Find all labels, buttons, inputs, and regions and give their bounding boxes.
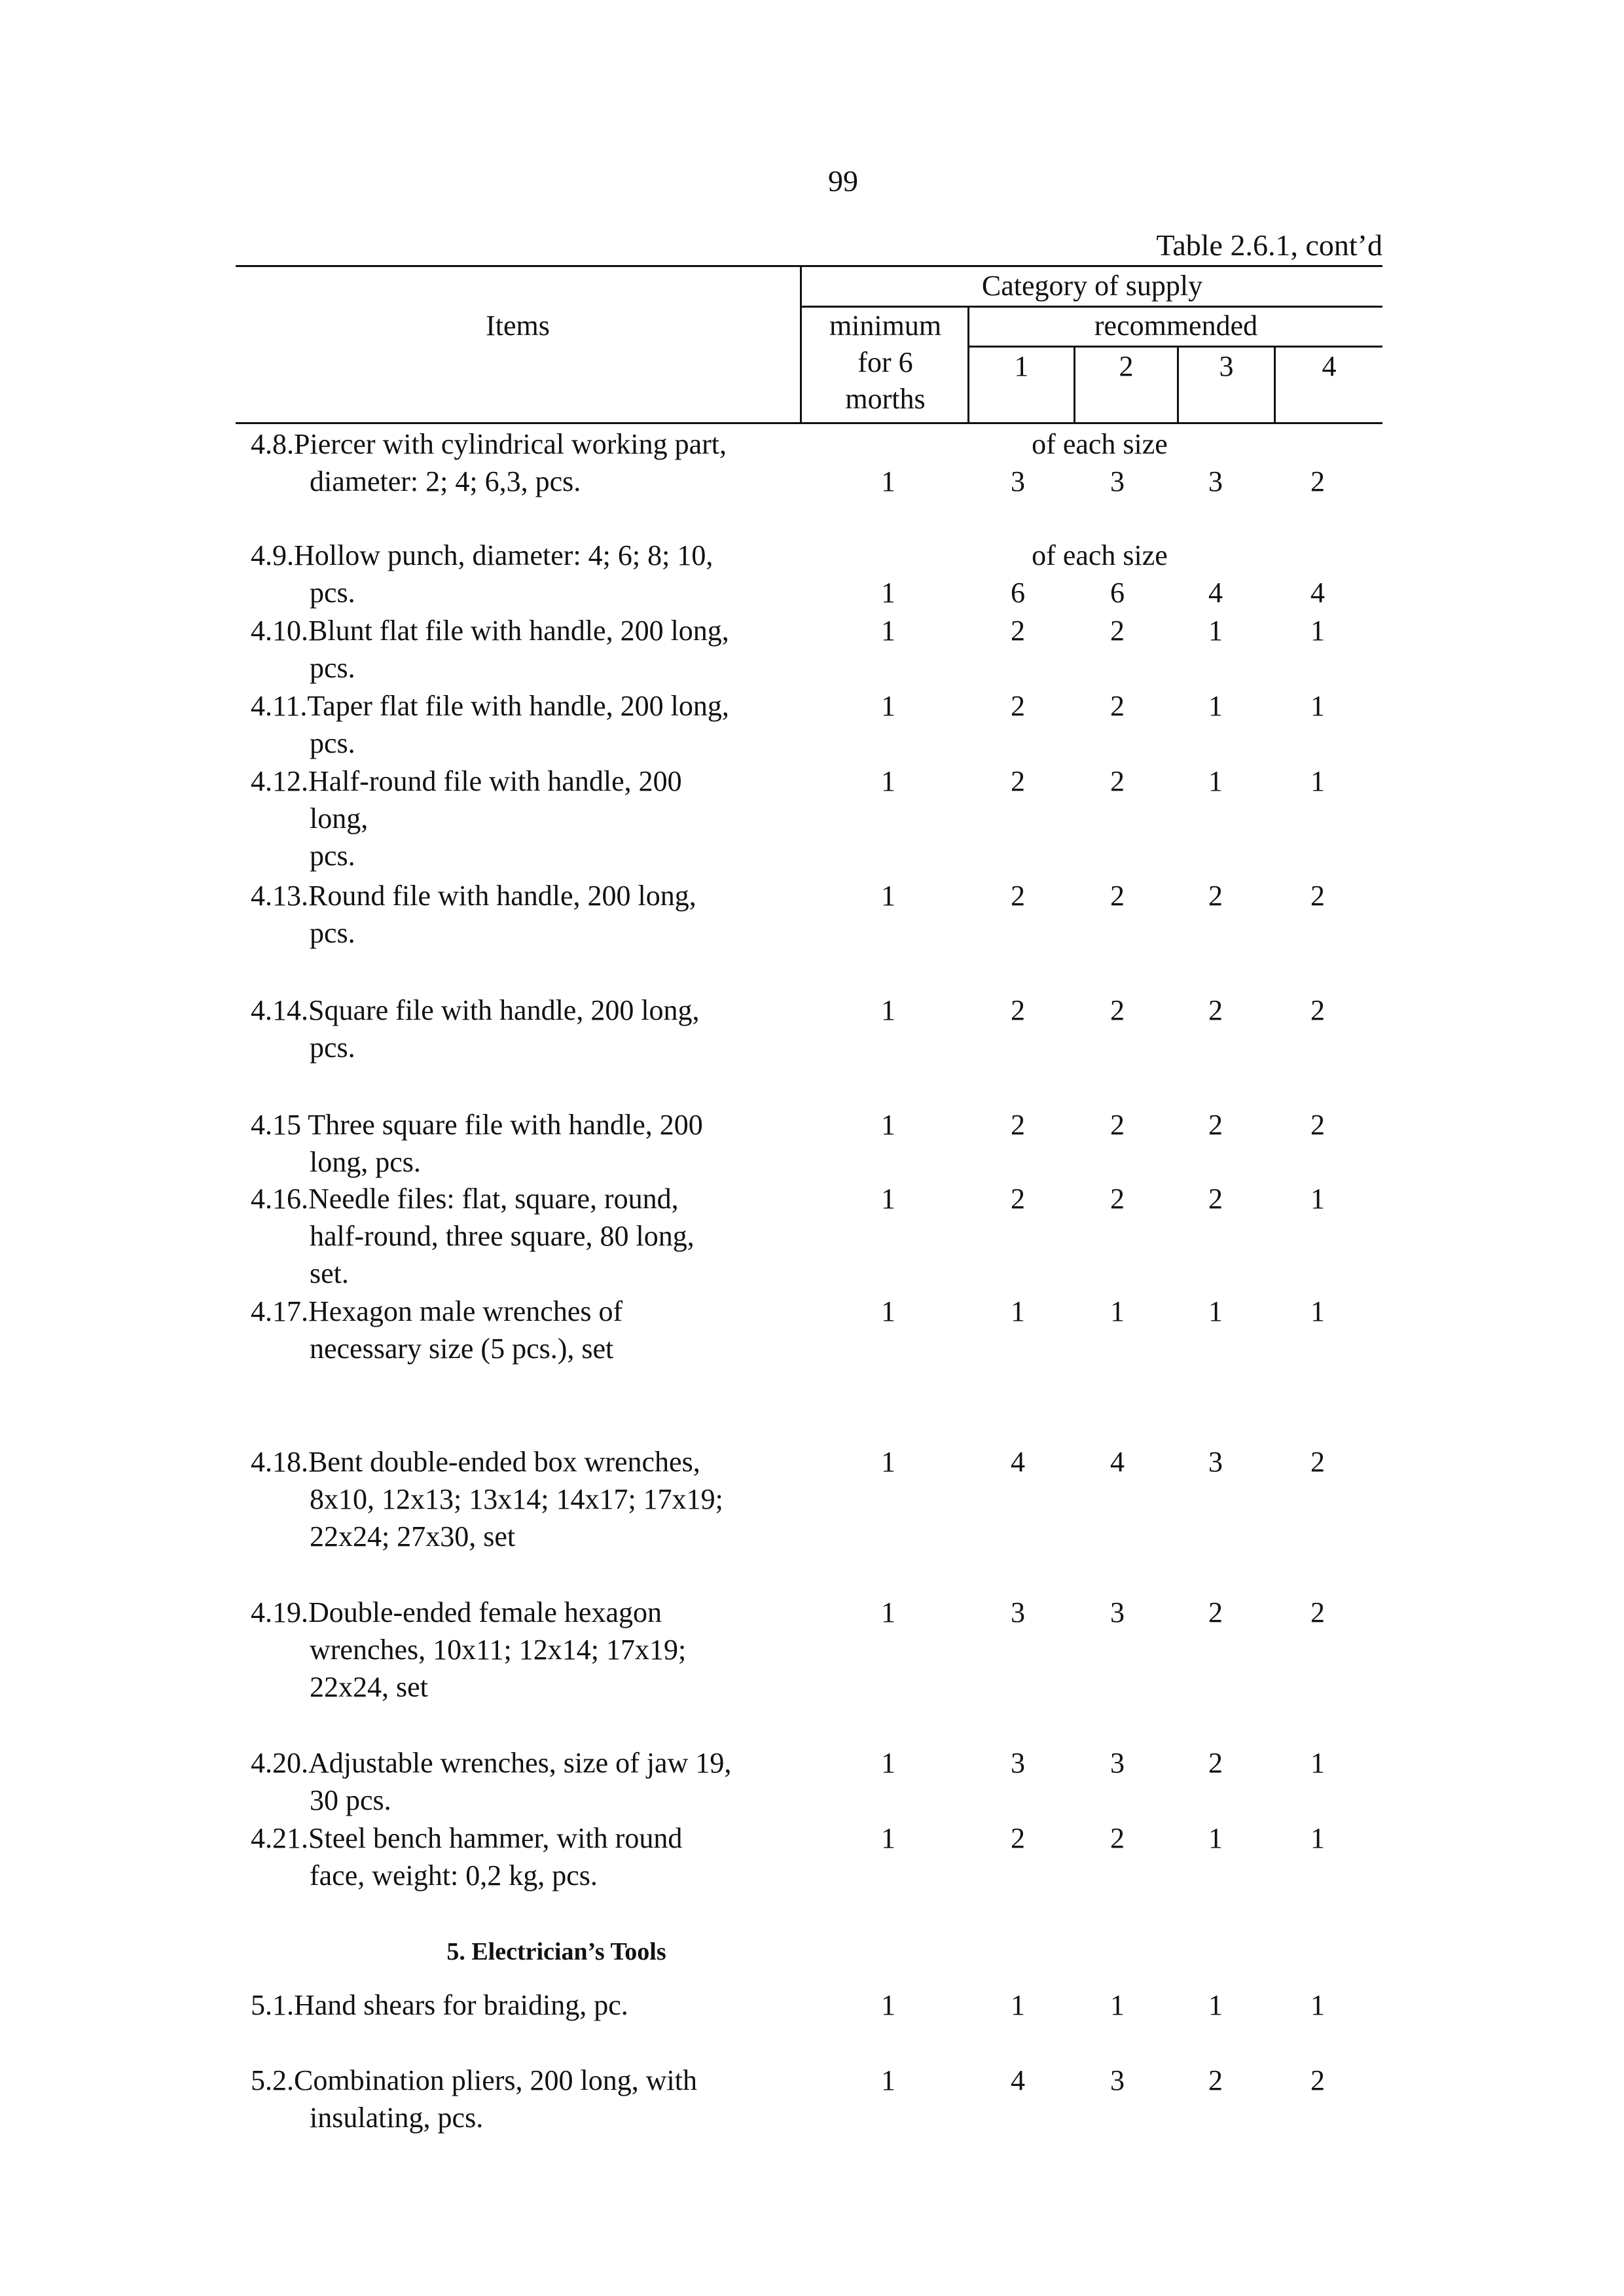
minimum-value: 1 xyxy=(881,690,895,722)
recommended-value-4: 2 xyxy=(1310,2064,1325,2096)
recommended-value-1: 1 xyxy=(1011,1989,1025,2021)
item-description xyxy=(251,877,794,952)
minimum-value: 1 xyxy=(881,1295,895,1327)
recommended-value-1: 2 xyxy=(1011,690,1025,722)
recommended-value-2: 4 xyxy=(1110,1446,1125,1478)
recommended-value-4: 2 xyxy=(1310,1446,1325,1478)
item-text-line: long, pcs. xyxy=(310,1146,421,1178)
item-text-line: necessary size (5 pcs.), set xyxy=(310,1333,614,1365)
table-caption: Table 2.6.1, cont’d xyxy=(1156,228,1382,262)
item-text-line: Hand shears for braiding, pc. xyxy=(294,1989,628,2021)
item-text-line: 22x24, set xyxy=(310,1671,428,1703)
recommended-value-3: 2 xyxy=(1208,880,1223,912)
item-description xyxy=(251,2062,794,2136)
recommended-value-3: 2 xyxy=(1208,2064,1223,2096)
item-text-line: Steel bench hammer, with round xyxy=(308,1822,683,1854)
item-description xyxy=(251,992,794,1066)
item-description xyxy=(251,1744,794,1819)
item-text-line: Half-round file with handle, 200 xyxy=(308,765,682,797)
item-number: 5.2. xyxy=(251,2064,294,2096)
note-each-size: of each size xyxy=(1032,428,1168,460)
recommended-value-3: 2 xyxy=(1208,1747,1223,1779)
item-text-line: Double-ended female hexagon xyxy=(308,1596,662,1628)
page-number: 99 xyxy=(828,164,858,198)
recommended-value-3: 3 xyxy=(1208,465,1223,497)
minimum-value: 1 xyxy=(881,1109,895,1141)
item-description xyxy=(251,1443,794,1555)
item-text-line: Combination pliers, 200 long, with xyxy=(294,2064,697,2096)
item-text-line: pcs. xyxy=(310,652,355,684)
minimum-value: 1 xyxy=(881,1446,895,1478)
minimum-value: 1 xyxy=(881,2064,895,2096)
recommended-value-4: 2 xyxy=(1310,1596,1325,1628)
recommended-value-3: 1 xyxy=(1208,1295,1223,1327)
item-text-line: Piercer with cylindrical working part, xyxy=(294,428,727,460)
recommended-value-2: 2 xyxy=(1110,765,1125,797)
minimum-value: 1 xyxy=(881,880,895,912)
minimum-value: 1 xyxy=(881,765,895,797)
section-title: 5. Electrician’s Tools xyxy=(446,1938,666,1965)
item-text-line: Hexagon male wrenches of xyxy=(308,1295,623,1327)
recommended-value-1: 3 xyxy=(1011,1747,1025,1779)
item-description xyxy=(251,1106,794,1181)
recommended-value-1: 4 xyxy=(1011,2064,1025,2096)
item-text-line: face, weight: 0,2 kg, pcs. xyxy=(310,1859,598,1892)
item-text-line: diameter: 2; 4; 6,3, pcs. xyxy=(310,465,581,497)
minimum-value: 1 xyxy=(881,1989,895,2021)
item-number: 4.16. xyxy=(251,1183,308,1215)
header-items: Items xyxy=(486,310,550,342)
item-number: 4.12. xyxy=(251,765,308,797)
item-number: 4.15 xyxy=(251,1109,301,1141)
item-description xyxy=(251,425,794,500)
item-number: 4.19. xyxy=(251,1596,308,1628)
header-col-2: 2 xyxy=(1119,350,1134,382)
item-text-line: wrenches, 10x11; 12x14; 17x19; xyxy=(310,1634,687,1666)
recommended-value-2: 1 xyxy=(1110,1989,1125,2021)
item-text-line: Adjustable wrenches, size of jaw 19, xyxy=(308,1747,732,1779)
minimum-value: 1 xyxy=(881,1747,895,1779)
header-bottom-rule xyxy=(236,422,1382,424)
header-minimum: minimum for 6 morths xyxy=(829,310,942,415)
recommended-value-4: 4 xyxy=(1310,577,1325,609)
recommended-value-3: 2 xyxy=(1208,994,1223,1026)
recommended-value-2: 6 xyxy=(1110,577,1125,609)
note-each-size: of each size xyxy=(1032,539,1168,571)
item-description xyxy=(251,1293,794,1367)
item-number: 4.18. xyxy=(251,1446,308,1478)
item-text-line: Square file with handle, 200 long, xyxy=(308,994,700,1026)
recommended-value-1: 1 xyxy=(1011,1295,1025,1327)
recommended-value-2: 2 xyxy=(1110,1183,1125,1215)
recommended-value-1: 6 xyxy=(1011,577,1025,609)
item-number: 4.8. xyxy=(251,428,294,460)
minimum-value: 1 xyxy=(881,1183,895,1215)
item-text-line: Hollow punch, diameter: 4; 6; 8; 10, xyxy=(294,539,713,571)
recommended-value-1: 2 xyxy=(1011,1183,1025,1215)
item-text-line: 30 pcs. xyxy=(310,1784,391,1816)
item-number: 4.17. xyxy=(251,1295,308,1327)
recommended-value-3: 2 xyxy=(1208,1109,1223,1141)
item-description xyxy=(251,1594,794,1706)
item-text-line: Needle files: flat, square, round, xyxy=(308,1183,679,1215)
item-description xyxy=(251,1986,794,2024)
recommended-value-2: 2 xyxy=(1110,690,1125,722)
recommended-value-3: 1 xyxy=(1208,615,1223,647)
item-description xyxy=(251,1180,794,1292)
item-text-line: pcs. xyxy=(310,917,355,949)
item-text-line: insulating, pcs. xyxy=(310,2102,484,2134)
recommended-value-1: 2 xyxy=(1011,994,1025,1026)
item-description xyxy=(251,1820,794,1894)
recommended-value-1: 3 xyxy=(1011,465,1025,497)
recommended-value-3: 2 xyxy=(1208,1183,1223,1215)
recommended-value-4: 1 xyxy=(1310,1295,1325,1327)
recommended-value-2: 2 xyxy=(1110,615,1125,647)
recommended-value-1: 2 xyxy=(1011,765,1025,797)
minimum-value: 1 xyxy=(881,1596,895,1628)
minimum-value: 1 xyxy=(881,465,895,497)
item-text-line: Round file with handle, 200 long, xyxy=(308,880,696,912)
recommended-value-1: 3 xyxy=(1011,1596,1025,1628)
recommended-value-4: 2 xyxy=(1310,1109,1325,1141)
item-number: 4.21. xyxy=(251,1822,308,1854)
minimum-value: 1 xyxy=(881,1822,895,1854)
header-col-1: 1 xyxy=(1014,350,1029,382)
header-col-4: 4 xyxy=(1322,350,1337,382)
item-text-line: long, xyxy=(310,802,369,834)
recommended-value-4: 1 xyxy=(1310,765,1325,797)
recommended-value-3: 2 xyxy=(1208,1596,1223,1628)
item-number: 4.11. xyxy=(251,690,308,722)
item-text-line: set. xyxy=(310,1257,349,1289)
recommended-value-4: 1 xyxy=(1310,1822,1325,1854)
recommended-rule xyxy=(967,346,1382,348)
item-number: 5.1. xyxy=(251,1989,294,2021)
recommended-value-2: 3 xyxy=(1110,465,1125,497)
item-description xyxy=(251,687,794,762)
recommended-value-2: 1 xyxy=(1110,1295,1125,1327)
recommended-value-2: 3 xyxy=(1110,1596,1125,1628)
recommended-value-4: 1 xyxy=(1310,1989,1325,2021)
item-number: 4.10. xyxy=(251,615,308,647)
item-number: 4.13. xyxy=(251,880,308,912)
recommended-value-3: 1 xyxy=(1208,1822,1223,1854)
recommended-value-4: 2 xyxy=(1310,994,1325,1026)
recommended-value-4: 1 xyxy=(1310,690,1325,722)
recommended-value-3: 4 xyxy=(1208,577,1223,609)
recommended-value-4: 2 xyxy=(1310,465,1325,497)
item-text-line: 8x10, 12x13; 13x14; 14x17; 17x19; xyxy=(310,1483,723,1515)
item-number: 4.14. xyxy=(251,994,308,1026)
minimum-value: 1 xyxy=(881,577,895,609)
recommended-value-4: 2 xyxy=(1310,880,1325,912)
recommended-value-2: 2 xyxy=(1110,1822,1125,1854)
recommended-value-3: 3 xyxy=(1208,1446,1223,1478)
recommended-value-1: 2 xyxy=(1011,1822,1025,1854)
item-description xyxy=(251,762,794,874)
header-recommended: recommended xyxy=(1094,310,1258,342)
item-text-line: pcs. xyxy=(310,577,355,609)
item-number: 4.20. xyxy=(251,1747,308,1779)
item-description xyxy=(251,537,794,611)
item-text-line: pcs. xyxy=(310,727,355,759)
recommended-value-3: 1 xyxy=(1208,765,1223,797)
item-text-line: Taper flat file with handle, 200 long, xyxy=(307,690,729,722)
recommended-value-1: 2 xyxy=(1011,615,1025,647)
recommended-value-4: 1 xyxy=(1310,1747,1325,1779)
item-text-line: Three square file with handle, 200 xyxy=(301,1109,703,1141)
recommended-value-1: 2 xyxy=(1011,880,1025,912)
minimum-value: 1 xyxy=(881,615,895,647)
recommended-value-1: 4 xyxy=(1011,1446,1025,1478)
item-number: 4.9. xyxy=(251,539,294,571)
item-text-line: Blunt flat file with handle, 200 long, xyxy=(308,615,729,647)
recommended-value-2: 3 xyxy=(1110,2064,1125,2096)
item-text-line: half-round, three square, 80 long, xyxy=(310,1220,695,1252)
minimum-value: 1 xyxy=(881,994,895,1026)
header-category: Category of supply xyxy=(981,270,1203,302)
recommended-value-4: 1 xyxy=(1310,615,1325,647)
table-top-rule xyxy=(236,265,1382,267)
recommended-value-2: 2 xyxy=(1110,880,1125,912)
recommended-value-2: 2 xyxy=(1110,994,1125,1026)
recommended-value-3: 1 xyxy=(1208,1989,1223,2021)
item-text-line: 22x24; 27x30, set xyxy=(310,1520,516,1552)
item-text-line: Bent double-ended box wrenches, xyxy=(308,1446,700,1478)
item-text-line: pcs. xyxy=(310,840,355,872)
recommended-value-4: 1 xyxy=(1310,1183,1325,1215)
recommended-value-2: 3 xyxy=(1110,1747,1125,1779)
recommended-value-3: 1 xyxy=(1208,690,1223,722)
header-col-3: 3 xyxy=(1219,350,1234,382)
recommended-value-2: 2 xyxy=(1110,1109,1125,1141)
item-text-line: pcs. xyxy=(310,1031,355,1064)
recommended-value-1: 2 xyxy=(1011,1109,1025,1141)
item-description xyxy=(251,612,794,687)
